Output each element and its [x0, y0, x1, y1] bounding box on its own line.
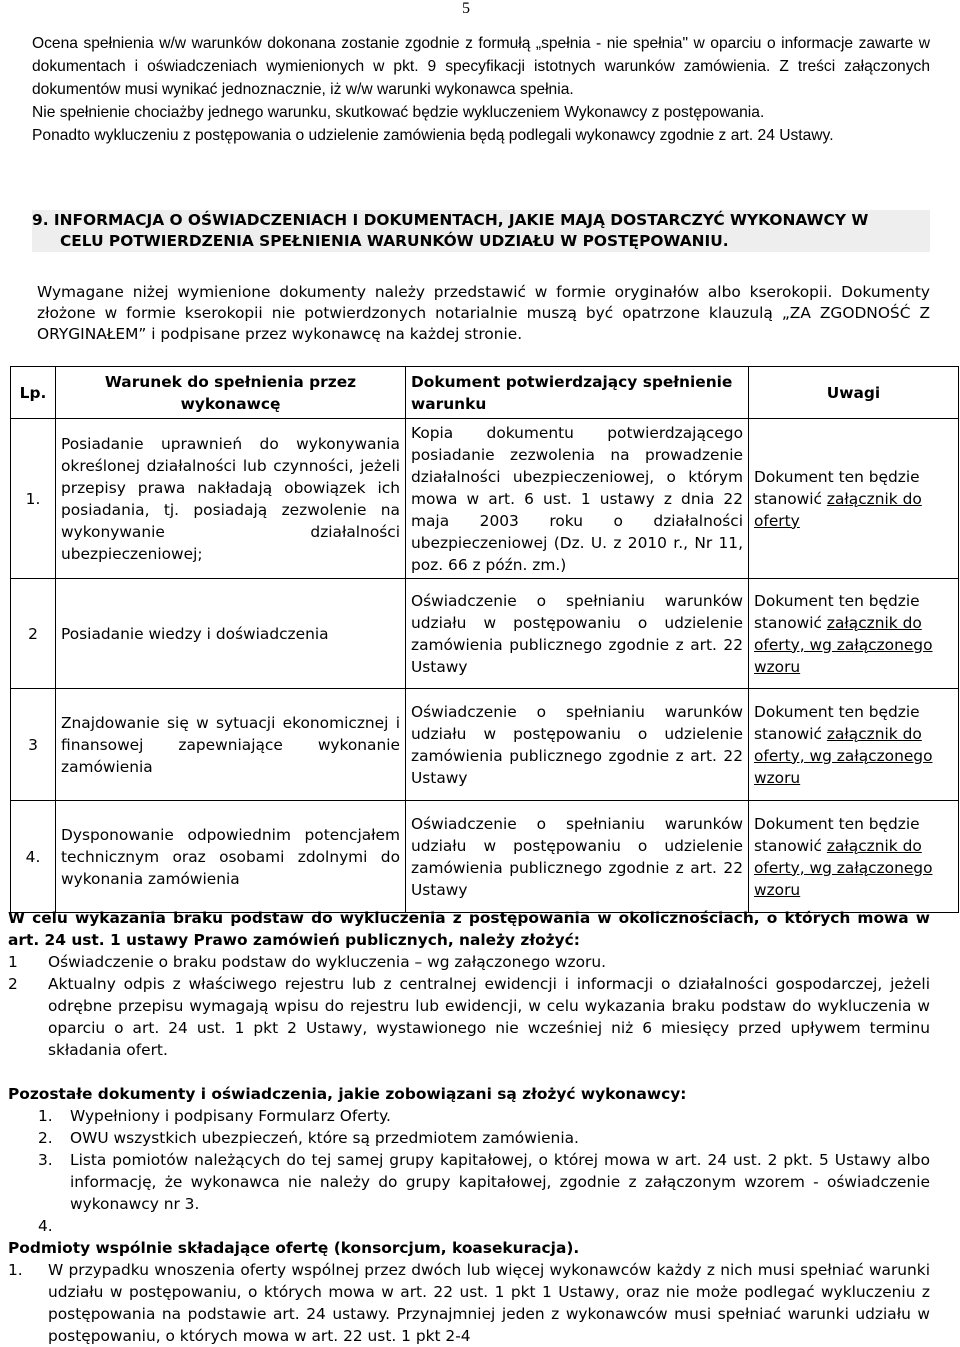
row-warunek: Dysponowanie odpowiednim potencjałem technicznym oraz osobami zdolnymi do wykonania zamówienia [56, 801, 406, 913]
table-row [11, 579, 959, 689]
list-item [8, 951, 930, 973]
section-9-heading [32, 210, 930, 252]
list-item-text: W przypadku wnoszenia oferty wspólnej przez dwóch lub więcej wykonawców każdy z nich musi spełniać warunki udziału w postępowaniu, o których mowa w art. 22 ust. 1 pkt 1 Ustawy, oraz nie może podlegać wykluczeniu z postępowania na podstawie art. 24 ustawy. Przynajmniej jeden z wykonawców musi spełniać warunki udziału w postępowaniu, o których mowa w art. 22 ust. 1 pkt 2-4 [48, 1261, 930, 1345]
list-item [8, 1149, 930, 1215]
list-item-number: 3. [38, 1151, 53, 1169]
section-9-heading-line-1: 9. INFORMACJA O OŚWIADCZENIACH I DOKUMENTACH, JAKIE MAJĄ DOSTARCZYĆ WYKONAWCY W [32, 211, 869, 229]
row-dokument: Oświadczenie o spełnianiu warunków udziału w postępowaniu o udzielenie zamówienia publicznego zgodnie z art. 22 Ustawy [406, 801, 749, 913]
list-item-number: 2 [8, 975, 18, 993]
other-documents-heading: Pozostałe dokumenty i oświadczenia, jakie zobowiązani są złożyć wykonawcy: [8, 1085, 687, 1103]
row-warunek: Posiadanie wiedzy i doświadczenia [56, 579, 406, 689]
document-requirement [37, 282, 930, 345]
row-uwagi [749, 579, 959, 689]
row-dokument: Kopia dokumentu potwierdzającego posiadanie zezwolenia na prowadzenie działalności ubezpieczeniowej, o którym mowa w art. 6 ust. 1 ustawy z dnia 22 maja 2003 roku o działalności ubezpieczeniowej (Dz. U. z 2010 r., Nr 11, poz. 66 z późn. zm.) [406, 419, 749, 579]
requirement-text: Wymagane niżej wymienione dokumenty należy przedstawić w formie oryginałów albo kserokopii. Dokumenty złożone w formie kserokopii nie potwierdzonych notarialnie muszą być opatrzone klauzulą „ZA ZGODNOŚĆ Z ORYGINAŁEM” i podpisane przez wykonawcę na każdej stronie. [37, 283, 930, 343]
list-item-text: Wypełniony i podpisany Formularz Oferty. [70, 1107, 391, 1125]
row-lp: 3 [11, 689, 56, 801]
header-uwagi: Uwagi [749, 367, 959, 419]
evaluation-intro [32, 32, 930, 147]
row-warunek: Znajdowanie się w sytuacji ekonomicznej i finansowej zapewniające wykonanie zamówienia [56, 689, 406, 801]
section-9-heading-line-2: CELU POTWIERDZENIA SPEŁNIENIA WARUNKÓW UDZIAŁU W POSTĘPOWANIU. [60, 232, 729, 250]
page-number: 5 [462, 0, 470, 17]
intro-paragraph-2: Nie spełnienie chociażby jednego warunku, skutkować będzie wykluczeniem Wykonawcy z postępowania. [32, 104, 765, 121]
bottom-sections [8, 907, 930, 1347]
row-dokument: Oświadczenie o spełnianiu warunków udziału w postępowaniu o udzielenie zamówienia publicznego zgodnie z art. 22 Ustawy [406, 579, 749, 689]
row-lp: 2 [11, 579, 56, 689]
conditions-table [10, 366, 959, 913]
list-item [8, 973, 930, 1061]
list-item-text: OWU wszystkich ubezpieczeń, które są przedmiotem zamówienia. [70, 1129, 579, 1147]
list-item [8, 1259, 930, 1347]
uwagi-attachment: załącznik do oferty, wg załączonego wzoru [754, 836, 933, 899]
header-lp: Lp. [11, 367, 56, 419]
list-item-number: 1. [38, 1107, 53, 1125]
row-dokument: Oświadczenie o spełnianiu warunków udziału w postępowaniu o udzielenie zamówienia publicznego zgodnie z art. 22 Ustawy [406, 689, 749, 801]
header-warunek: Warunek do spełnienia przez wykonawcę [56, 367, 406, 419]
row-uwagi [749, 419, 959, 579]
table-row [11, 689, 959, 801]
row-uwagi [749, 689, 959, 801]
table-header-row [11, 367, 959, 419]
uwagi-prefix: Dokument ten będzie stanowić [754, 814, 920, 855]
list-item [8, 1105, 930, 1127]
intro-paragraph-3: Ponadto wykluczeniu z postępowania o udzielenie zamówienia będą podlegali wykonawcy zgodnie z art. 24 Ustawy. [32, 127, 834, 144]
uwagi-prefix: Dokument ten będzie stanowić [754, 702, 920, 743]
consortium-heading: Podmioty wspólnie składające ofertę (konsorcjum, koasekuracja). [8, 1239, 580, 1257]
list-item [8, 1127, 930, 1149]
row-uwagi [749, 801, 959, 913]
list-item-number: 1. [8, 1261, 23, 1279]
list-item-number: 1 [8, 953, 18, 971]
list-item [8, 1215, 930, 1237]
row-lp: 4. [11, 801, 56, 913]
uwagi-attachment: załącznik do oferty [754, 489, 922, 530]
list-item-text: Aktualny odpis z właściwego rejestru lub z centralnej ewidencji i informacji o działalności gospodarczej, jeżeli odrębne przepisu wymagają wpisu do rejestru lub ewidencji, w celu wykazania braku podstaw do wykluczenia w oparciu o art. 24 ust. 1 pkt 2 Ustawy, wystawionego nie wcześniej niż 6 miesięcy przed upływem terminu składania ofert. [48, 975, 930, 1059]
uwagi-attachment: załącznik do oferty, wg załączonego wzoru [754, 724, 933, 787]
list-item-number: 4. [38, 1217, 53, 1235]
table-row [11, 801, 959, 913]
row-warunek: Posiadanie uprawnień do wykonywania określonej działalności lub czynności, jeżeli przepisy prawa nakładają obowiązek ich posiadania, tj. posiadają zezwolenie na wykonywanie działalności ubezpieczeniowej; [56, 419, 406, 579]
uwagi-prefix: Dokument ten będzie stanowić [754, 591, 920, 632]
table-row [11, 419, 959, 579]
list-item-text: Lista pomiotów należących do tej samej grupy kapitałowej, o której mowa w art. 24 ust. 2 pkt. 5 Ustawy albo informację, że wykonawca nie należy do grupy kapitałowej, zgodnie z załączonym wzorem - oświadczenie wykonawcy nr 3. [70, 1151, 930, 1213]
row-lp: 1. [11, 419, 56, 579]
uwagi-attachment: załącznik do oferty, wg załączonego wzoru [754, 613, 933, 676]
uwagi-prefix: Dokument ten będzie stanowić [754, 467, 920, 508]
list-item-number: 2. [38, 1129, 53, 1147]
list-item-text: Oświadczenie o braku podstaw do wykluczenia – wg załączonego wzoru. [48, 953, 606, 971]
header-dokument: Dokument potwierdzający spełnienie warunku [406, 367, 749, 419]
exclusion-heading: W celu wykazania braku podstaw do wykluczenia z postępowania w okolicznościach, o których mowa w art. 24 ust. 1 ustawy Prawo zamówień publicznych, należy złożyć: [8, 909, 930, 949]
list-item-text [70, 1215, 930, 1237]
intro-paragraph-1: Ocena spełnienia w/w warunków dokonana zostanie zgodnie z formułą „spełnia - nie spełnia" w oparciu o informacje zawarte w dokumentach i oświadczeniach wymienionych w pkt. 9 specyfikacji istotnych warunków zamówienia. Z treści załączonych dokumentów musi wynikać jednoznacznie, iż w/w warunki wykonawca spełnia. [32, 35, 930, 98]
